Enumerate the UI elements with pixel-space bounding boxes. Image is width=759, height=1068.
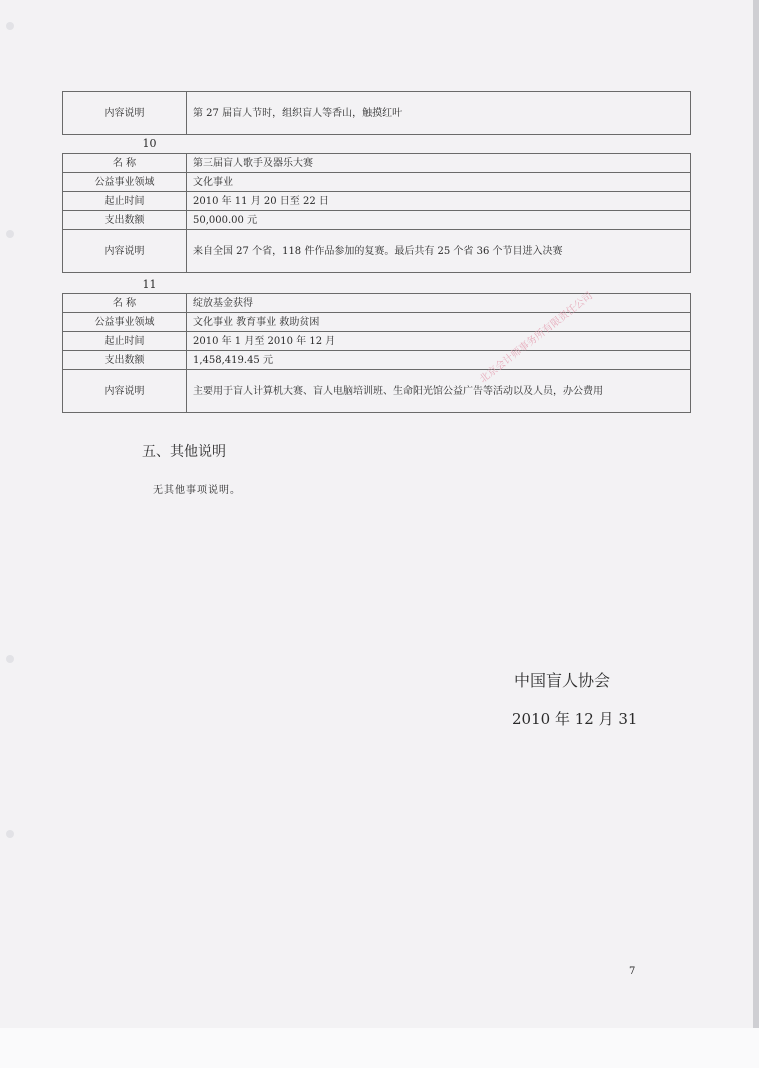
row-value: 2010 年 1 月至 2010 年 12 月 [187,332,691,351]
page-bottom [0,1028,759,1068]
row-value: 文化事业 [187,173,691,192]
page-edge [753,0,759,1068]
row-value: 50,000.00 元 [187,211,691,230]
section-10-table [62,153,691,273]
row-label: 支出数额 [63,211,187,230]
section-heading: 五、其他说明 [142,444,226,460]
row-value: 2010 年 11 月 20 日至 22 日 [187,192,691,211]
row-value: 来自全国 27 个省，118 件作品参加的复赛。最后共有 25 个省 36 个节目进入决赛 [187,230,691,273]
signature-date: 2010 年 12 月 31 [512,710,638,728]
row-label: 内容说明 [63,92,187,135]
table-row [63,192,691,211]
section-9-table [62,91,691,135]
row-label: 起止时间 [63,192,187,211]
table-row [63,313,691,332]
binder-hole [6,830,14,838]
section-11-table [62,293,691,413]
table-row [63,92,691,135]
table-row [63,351,691,370]
section-number: 11 [142,278,157,291]
table-row [63,230,691,273]
signature-org: 中国盲人协会 [514,671,611,690]
row-label: 公益事业领域 [63,313,187,332]
table-row [63,332,691,351]
row-value: 第三届盲人歌手及器乐大赛 [187,154,691,173]
section-text: 无其他事项说明。 [153,485,241,496]
row-value: 绽放基金获得 [187,294,691,313]
row-label: 名 称 [63,294,187,313]
row-label: 起止时间 [63,332,187,351]
binder-hole [6,655,14,663]
table-row [63,370,691,413]
section-number: 10 [142,137,157,150]
row-value: 主要用于盲人计算机大赛、盲人电脑培训班、生命阳光馆公益广告等活动以及人员，办公费用 [187,370,691,413]
row-label: 内容说明 [63,230,187,273]
company-stamp: 北京会计师事务所有限责任公司 [477,290,595,386]
table-row [63,173,691,192]
row-value: 文化事业 教育事业 救助贫困 [187,313,691,332]
table-row [63,211,691,230]
binder-hole [6,230,14,238]
row-value: 第 27 届盲人节时，组织盲人等香山，触摸红叶 [187,92,691,135]
table-row [63,154,691,173]
row-label: 名 称 [63,154,187,173]
page-number: 7 [629,966,636,977]
row-label: 内容说明 [63,370,187,413]
row-label: 支出数额 [63,351,187,370]
row-value: 1,458,419.45 元 [187,351,691,370]
row-label: 公益事业领域 [63,173,187,192]
binder-hole [6,22,14,30]
